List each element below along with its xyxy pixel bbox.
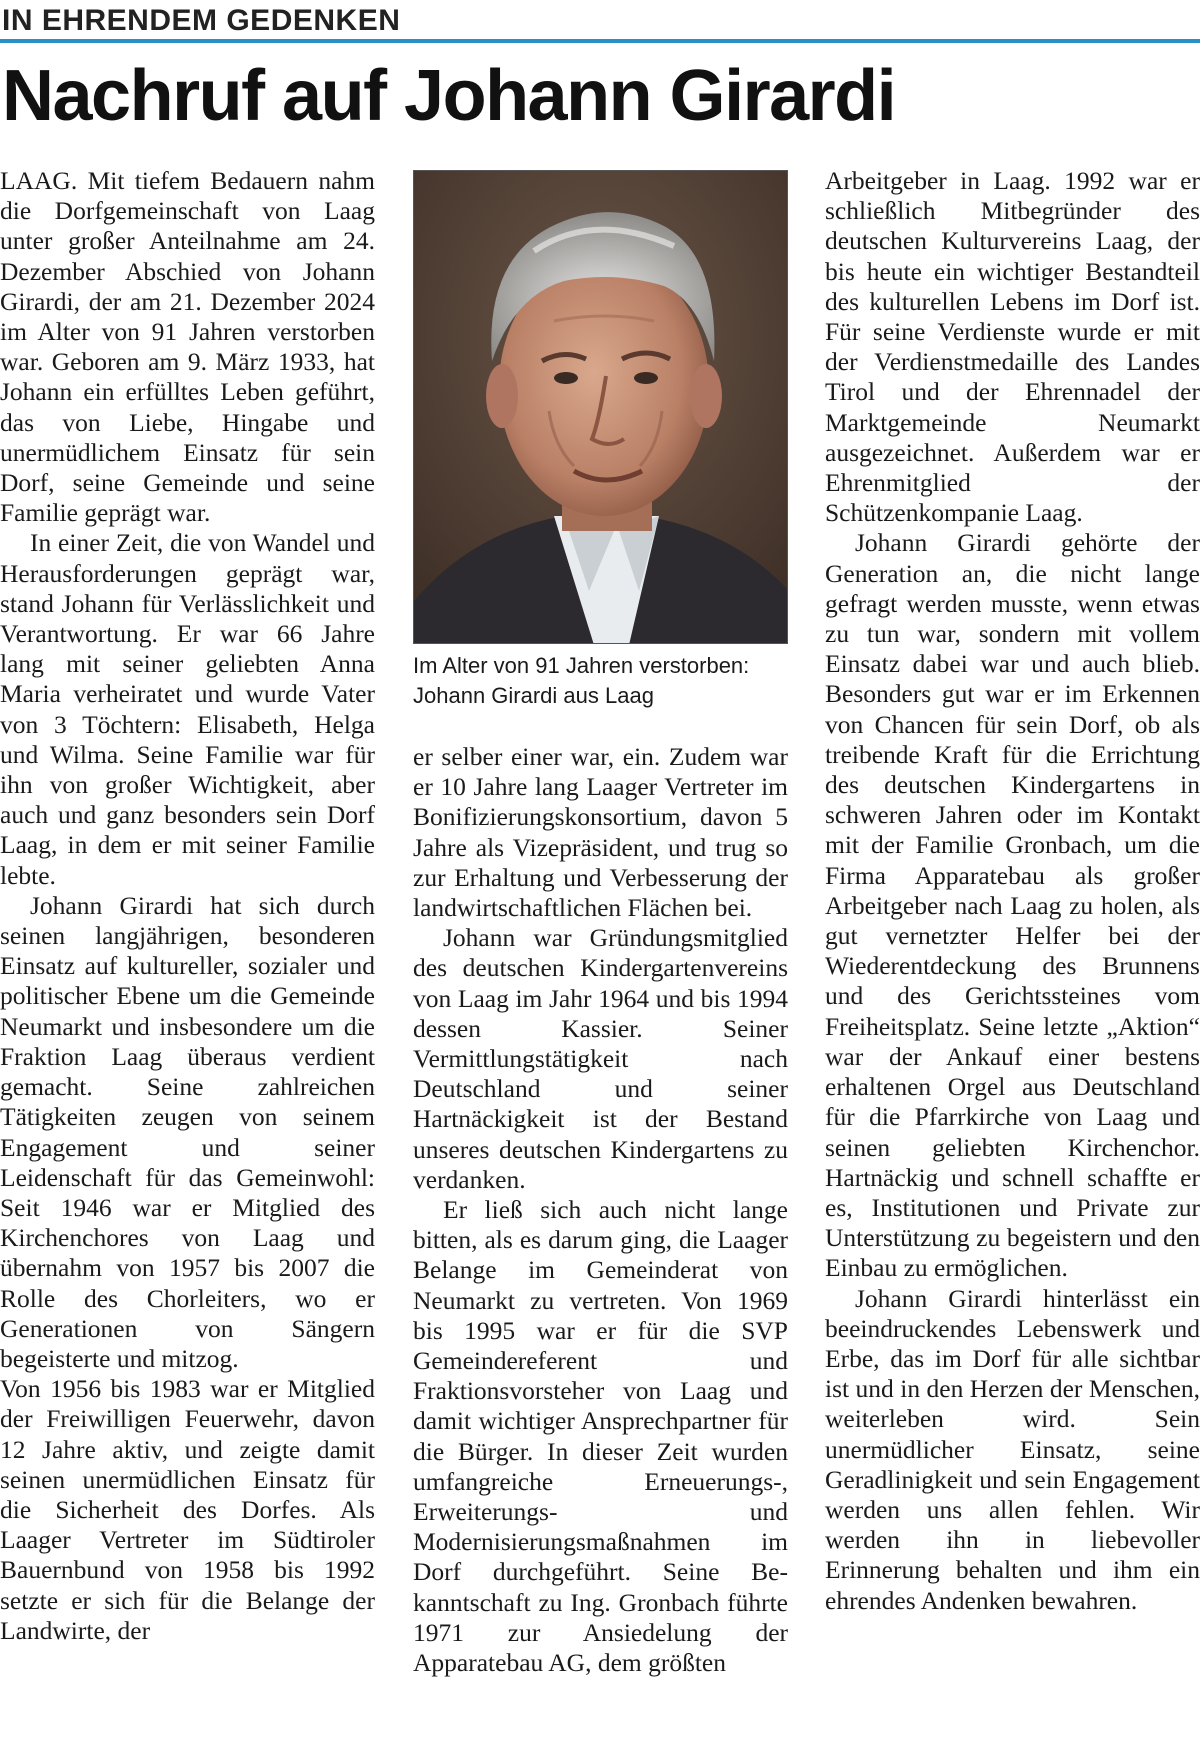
photo-caption — [413, 651, 793, 711]
article-column-2 — [413, 742, 788, 1678]
section-kicker: IN EHRENDEM GEDENKEN — [2, 4, 401, 37]
paragraph: LAAG. Mit tiefem Bedauern nahm die Dorfgemeinschaft von Laag unter großer Anteilnahme am 24. Dezember Abschied von Johann Girardi, der am 21. Dezember 2024 im Alter von 91 Jahren verstorben war. Geboren am 9. März 1933, hat Johann ein erfülltes Leben geführt, das von Liebe, Hingabe und unermüdlichem Einsatz für sein Dorf, seine Gemeinde und seine Familie geprägt war. — [0, 166, 375, 528]
paragraph: Johann war Gründungsmitglied des deutschen Kindergartenvereins von Laag im Jahr 1964 und bis 1994 dessen Kassier. Seiner Vermittlungstätigkeit nach Deutschland und seiner Hartnäckigkeit ist der Bestand unseres deutschen Kindergartens zu verdanken. — [413, 923, 788, 1194]
article-headline: Nachruf auf Johann Girardi — [2, 56, 896, 136]
paragraph: In einer Zeit, die von Wandel und Herausforderungen geprägt war, stand Johann für Verlässlichkeit und Verantwortung. Er war 66 Jahre lang mit seiner geliebten Anna Maria verheiratet und wurde Vater von 3 Töchtern: Elisabeth, Helga und Wilma. Seine Familie war für ihn von großer Wichtigkeit, aber auch und ganz besonders sein Dorf Laag, in dem er mit seiner Familie lebte. — [0, 528, 375, 890]
paragraph: er selber einer war, ein. Zudem war er 10 Jahre lang Laager Vertreter im Bonifizierungskonsortium, davon 5 Jahre als Vizepräsident, und trug so zur Erhaltung und Verbesserung der landwirtschaftlichen Flächen bei. — [413, 742, 788, 923]
portrait-photo — [413, 170, 788, 644]
article-column-3 — [825, 166, 1200, 1616]
paragraph: Johann Girardi hinterlässt ein beeindruckendes Lebenswerk und Erbe, das im Dorf für alle sichtbar ist und in den Herzen der Menschen, weiterleben wird. Sein unermüdlicher Einsatz, seine Geradlinigkeit und sein Engagement werden uns allen fehlen. Wir werden ihn in liebevoller Erinnerung behalten und ihm ein ehrendes Andenken bewahren. — [825, 1283, 1200, 1615]
paragraph: Er ließ sich auch nicht lange bitten, als es darum ging, die Laager Belange im Gemeinderat von Neumarkt zu vertreten. Von 1969 bis 1995 war er für die SVP Gemeindereferent und Fraktionsvorsteher von Laag und damit wichtiger Ansprechpartner für die Bürger. In dieser Zeit wurden umfangreiche Erneuerungs-, Erweiterungs- und Modernisierungsmaßnahmen im Dorf durchgeführt. Seine Bekanntschaft zu Ing. Gronbach führte 1971 zur Ansiedelung der Apparatebau AG, dem größten — [413, 1195, 788, 1678]
paragraph: Johann Girardi gehörte der Generation an, die nicht lange gefragt werden musste, wenn etwas zu tun war, sondern mit vollem Einsatz dabei war und auch blieb. Besonders gut war er im Erkennen von Chancen für sein Dorf, ob als treibende Kraft für die Errichtung des deutschen Kindergartens in schweren Jahren oder im Kontakt mit der Familie Gronbach, um die Firma Apparatebau als großer Arbeitgeber nach Laag zu holen, als gut vernetzter Helfer bei der Wiederentdeckung des Brunnens und des Gerichtssteines vom Freiheitsplatz. Seine letzte „Aktion“ war der Ankauf einer bestens erhaltenen Orgel aus Deutschland für die Pfarrkirche von Laag und seinen geliebten Kirchenchor. Hartnäckig und schnell schaffte er es, Institutionen und Private zur Unterstützung zu begeistern und den Einbau zu ermöglichen. — [825, 528, 1200, 1283]
caption-line: Johann Girardi aus Laag — [413, 683, 654, 708]
paragraph: Arbeitgeber in Laag. 1992 war er schließlich Mitbegründer des deutschen Kulturvereins Laag, der bis heute ein wichtiger Bestandteil des kulturellen Lebens im Dorf ist. Für seine Verdienste wurde er mit der Verdienstmedaille des Landes Tirol und der Ehrennadel der Marktgemeinde Neumarkt ausgezeichnet. Außerdem war er Ehrenmitglied der Schützenkompanie Laag. — [825, 166, 1200, 528]
article-column-1 — [0, 166, 375, 1646]
paragraph: Von 1956 bis 1983 war er Mitglied der Freiwilligen Feuerwehr, davon 12 Jahre aktiv, und zeigte damit seinen unermüdlichen Einsatz für die Sicherheit des Dorfes. Als Laager Vertreter im Südtiroler Bauernbund von 1958 bis 1992 setzte er sich für die Belange der Landwirte, der — [0, 1374, 375, 1645]
paragraph: Johann Girardi hat sich durch seinen langjährigen, besonderen Einsatz auf kultureller, sozialer und politischer Ebene um die Gemeinde Neumarkt und insbesondere um die Fraktion Laag überaus verdient gemacht. Seine zahlreichen Tätigkeiten zeugen von seinem Engagement und seiner Leidenschaft für das Gemeinwohl: Seit 1946 war er Mitglied des Kirchenchores von Laag und übernahm von 1957 bis 2007 die Rolle des Chorleiters, wo er Generationen von Sängern begeisterte und mitzog. — [0, 890, 375, 1373]
kicker-rule — [0, 39, 1200, 43]
caption-line: Im Alter von 91 Jahren verstorben: — [413, 653, 750, 678]
